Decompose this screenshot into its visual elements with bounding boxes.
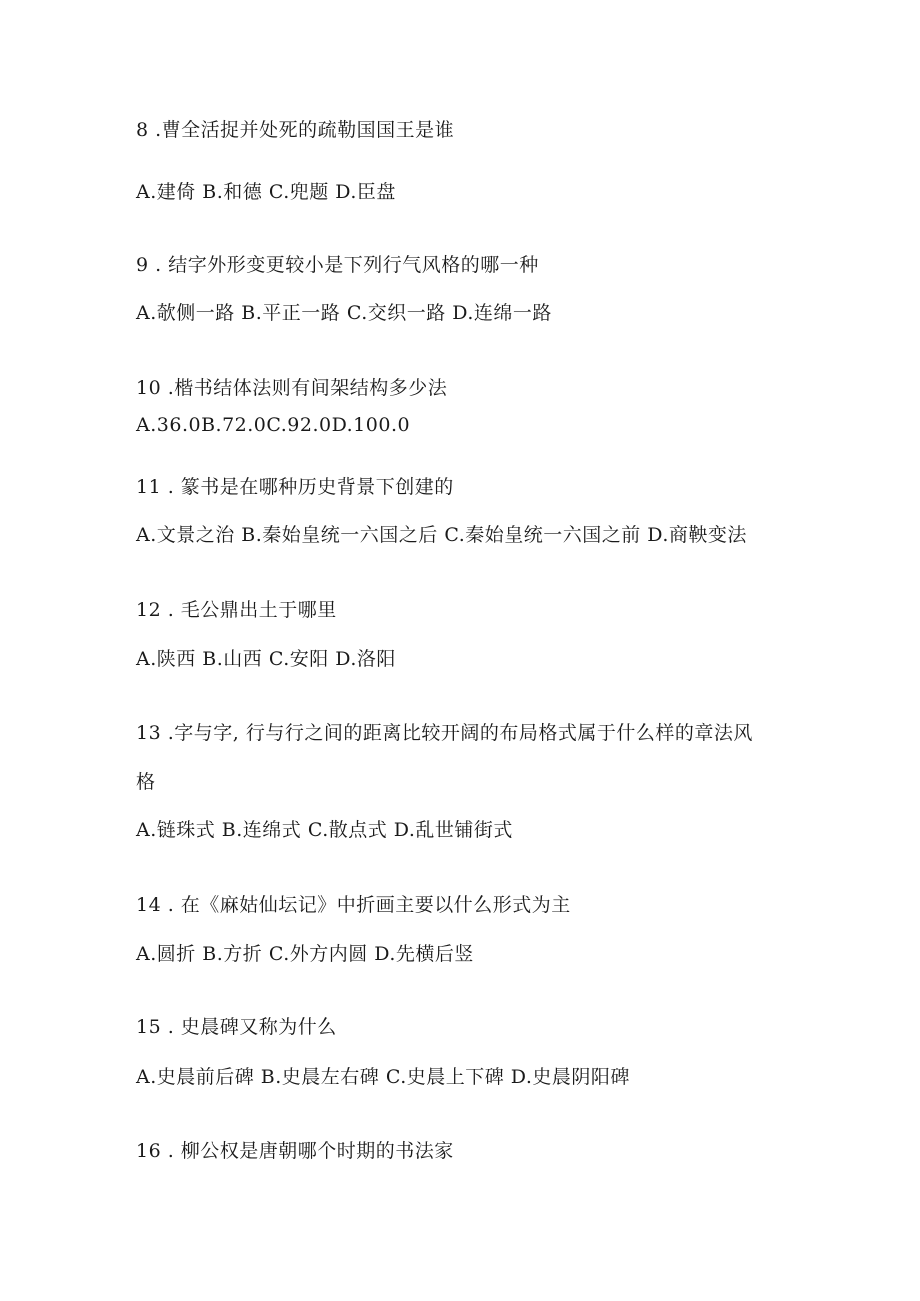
question-13-text-continued: 格: [136, 771, 156, 793]
question-15-options: A.史晨前后碑 B.史晨左右碑 C.史晨上下碑 D.史晨阴阳碑: [136, 1066, 630, 1088]
question-16-text: 16 . 柳公权是唐朝哪个时期的书法家: [136, 1140, 454, 1162]
question-12-text: 12 . 毛公鼎出土于哪里: [136, 599, 337, 621]
question-9-options: A.欹侧一路 B.平正一路 C.交织一路 D.连绵一路: [136, 302, 552, 324]
question-11-options: A.文景之治 B.秦始皇统一六国之后 C.秦始皇统一六国之前 D.商鞅变法: [136, 524, 747, 546]
question-14-options: A.圆折 B.方折 C.外方内圆 D.先横后竖: [136, 943, 474, 965]
question-10-text: 10 .楷书结体法则有间架结构多少法: [136, 377, 448, 399]
question-8-text: 8 .曹全活捉并处死的疏勒国国王是谁: [136, 119, 455, 141]
question-13-options: A.链珠式 B.连绵式 C.散点式 D.乱世铺街式: [136, 819, 513, 841]
question-13-text: 13 .字与字, 行与行之间的距离比较开阔的布局格式属于什么样的章法风: [136, 722, 753, 744]
question-14-text: 14 . 在《麻姑仙坛记》中折画主要以什么形式为主: [136, 894, 571, 916]
question-15-text: 15 . 史晨碑又称为什么: [136, 1016, 337, 1038]
question-11-text: 11 . 篆书是在哪种历史背景下创建的: [136, 476, 454, 498]
question-10-options: A.36.0B.72.0C.92.0D.100.0: [136, 414, 411, 436]
question-8-options: A.建倚 B.和德 C.兜题 D.臣盘: [136, 181, 396, 203]
question-12-options: A.陕西 B.山西 C.安阳 D.洛阳: [136, 648, 396, 670]
question-9-text: 9 . 结字外形变更较小是下列行气风格的哪一种: [136, 254, 539, 276]
